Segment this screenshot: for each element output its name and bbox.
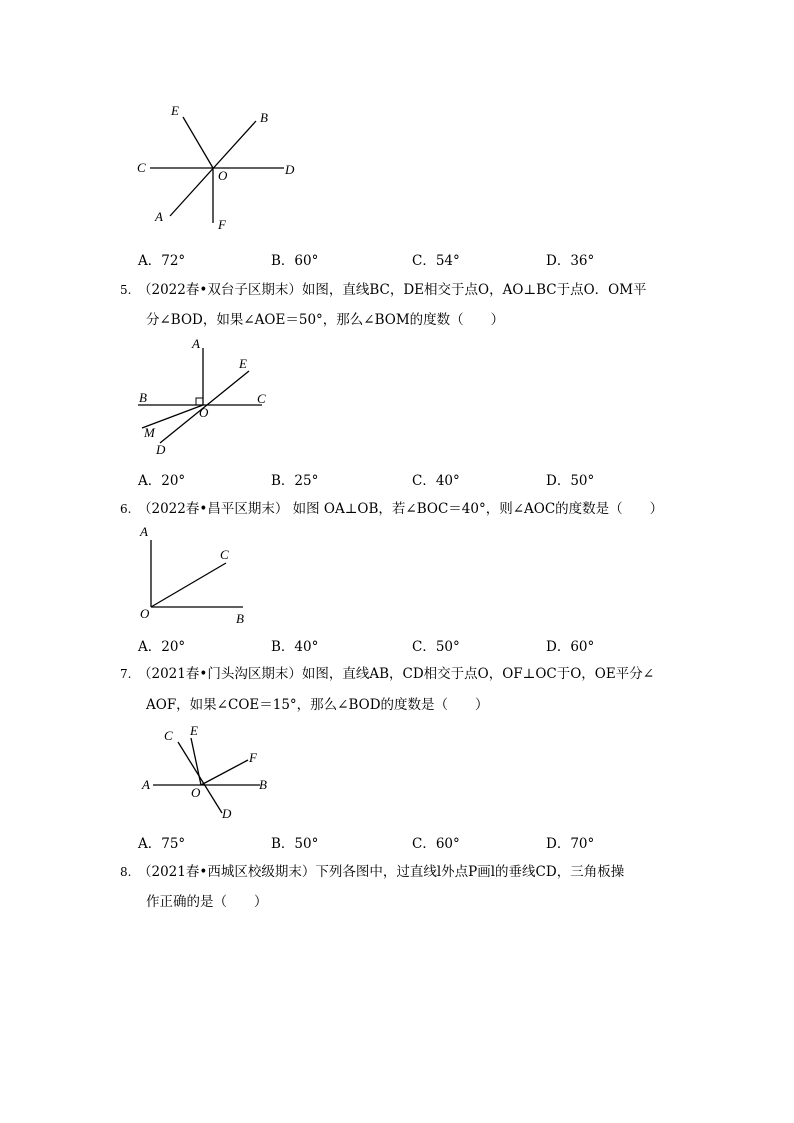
label-o: O (218, 168, 228, 183)
label-a: A (142, 777, 150, 792)
q7-option-b[interactable]: B．50° (271, 836, 319, 852)
label-o: O (140, 606, 150, 621)
label-e: E (239, 356, 247, 371)
label-o: O (191, 785, 201, 800)
q7-option-c[interactable]: C．60° (412, 836, 460, 852)
label-f: F (249, 750, 257, 765)
label-a: A (155, 209, 163, 224)
label-d: D (285, 162, 295, 177)
ray-oe (191, 738, 201, 785)
q5-option-d[interactable]: D．50° (546, 473, 595, 489)
label-m: M (144, 425, 155, 440)
q5-option-b[interactable]: B．25° (271, 473, 319, 489)
ray-of (201, 760, 248, 785)
q6-option-c[interactable]: C．50° (412, 639, 460, 655)
label-d: D (156, 442, 166, 457)
q8-stem-line2: 作正确的是（ ） (146, 894, 268, 910)
label-b: B (259, 777, 267, 792)
q4-option-a[interactable]: A．72° (138, 253, 186, 269)
q7-stem-line1: （2021春•门头沟区期末）如图，直线AB，CD相交于点O，OF⊥OC于O，OE平分∠ (138, 666, 655, 682)
q5-number: 5. (120, 283, 132, 297)
label-e: E (190, 723, 198, 738)
label-e: E (171, 103, 179, 118)
label-c: C (137, 160, 146, 175)
q6-number: 6. (120, 502, 132, 516)
label-a: A (140, 524, 148, 539)
q5-option-a[interactable]: A．20° (138, 473, 186, 489)
label-d: D (222, 806, 232, 821)
q6-stem-line1: （2022春•昌平区期末） 如图 OA⊥OB，若∠BOC＝40°，则∠AOC的度数是（ ） (138, 501, 664, 517)
q6-option-b[interactable]: B．40° (271, 639, 319, 655)
label-b: B (236, 611, 244, 626)
label-c: C (220, 547, 229, 562)
label-f: F (218, 217, 226, 232)
label-a: A (192, 336, 200, 351)
q4-option-b[interactable]: B．60° (271, 253, 319, 269)
q7-stem-line2: AOF，如果∠COE＝15°，那么∠BOD的度数是（ ） (146, 697, 489, 713)
label-c: C (257, 391, 266, 406)
q6-option-d[interactable]: D．60° (546, 639, 595, 655)
label-c: C (164, 728, 173, 743)
label-b: B (139, 390, 147, 405)
q8-stem-line1: （2021春•西城区校级期末）下列各图中，过直线l外点P画l的垂线CD，三角板操 (138, 864, 625, 880)
q5-option-c[interactable]: C．40° (412, 473, 460, 489)
q4-option-d[interactable]: D．36° (546, 253, 595, 269)
q7-option-a[interactable]: A．75° (138, 836, 186, 852)
label-o: O (199, 405, 209, 420)
q6-option-a[interactable]: A．20° (138, 639, 186, 655)
q7-number: 7. (120, 667, 132, 681)
q5-stem-line1: （2022春•双台子区期末）如图，直线BC，DE相交于点O，AO⊥BC于点O．OM平 (138, 282, 647, 298)
q5-stem-line2: 分∠BOD，如果∠AOE＝50°，那么∠BOM的度数（ ） (146, 312, 505, 328)
label-b: B (260, 110, 268, 125)
q4-option-c[interactable]: C．54° (412, 253, 460, 269)
q8-number: 8. (120, 865, 132, 879)
q7-option-d[interactable]: D．70° (546, 836, 595, 852)
